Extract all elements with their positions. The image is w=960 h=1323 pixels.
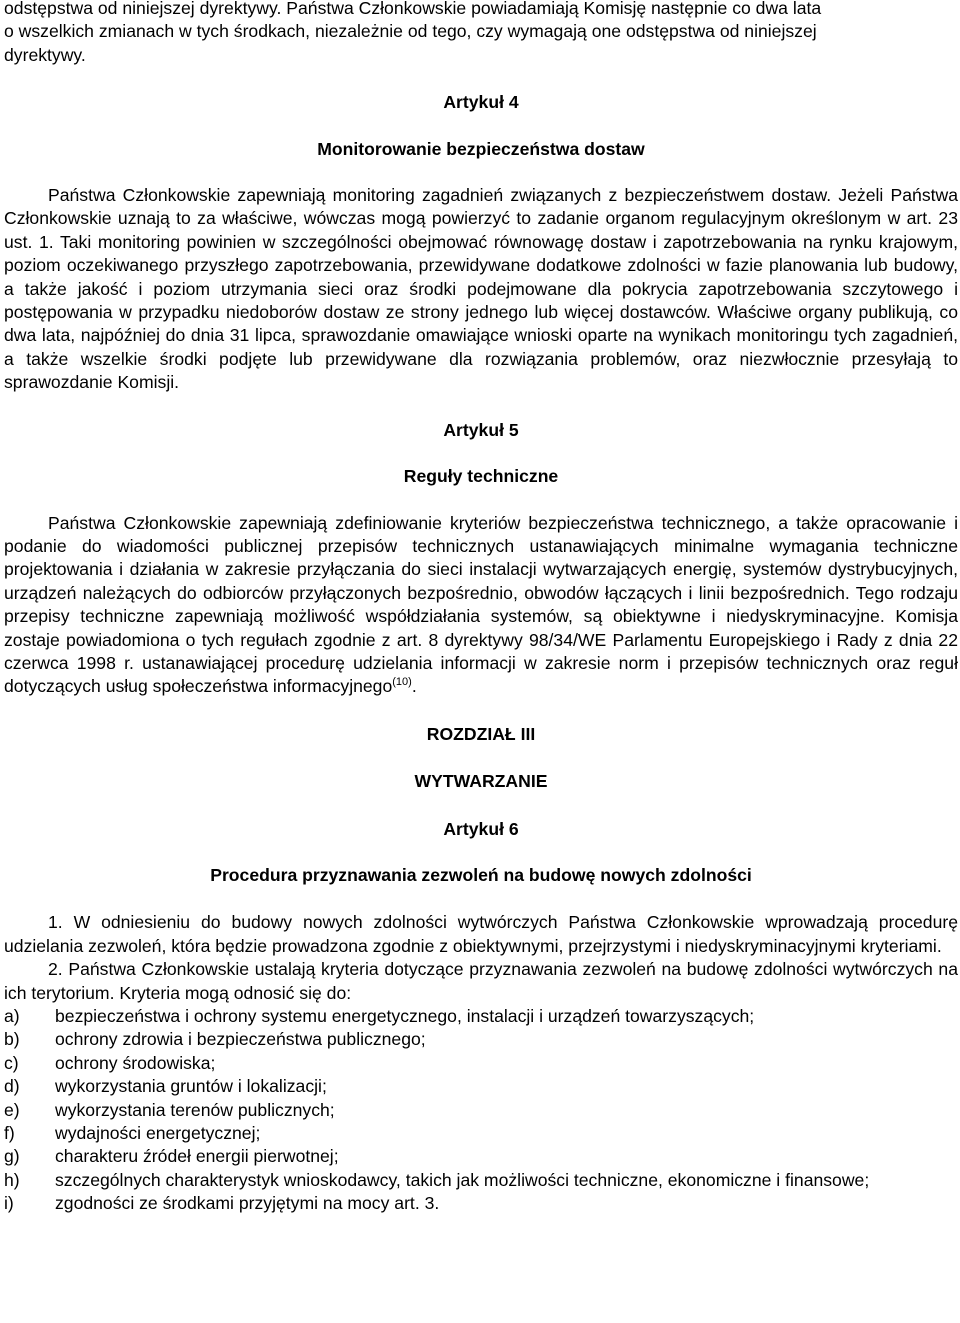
document-body	[4, 0, 958, 1216]
article-5-text: Państwa Członkowskie zapewniają zdefiniowanie kryteriów bezpieczeństwa technicznego, a także opracowanie i podanie do wiadomości publicznej przepisów technicznych ustanawiających minimalne wymagania techniczne projektowania i działania w zakresie przyłączania do sieci instalacji wytwarzających energię, systemów dystrybucyjnych, urządzeń należących do odbiorców przyłączonych bezpośrednio, obwodów łączących i linii bezpośrednich. Tego rodzaju przepisy techniczne zapewniają możliwość współdziałania systemów, są obiektywne i niedyskryminacyjne. Komisja zostaje powiadomiona o tych regułach zgodnie z art. 8 dyrektywy 98/34/WE Parlamentu Europejskiego i Rady z dnia 22 czerwca 1998 r. ustanawiającej procedurę udzielania informacji w zakresie norm i przepisów technicznych oraz reguł dotyczących usług społeczeństwa informacyjnego	[4, 512, 958, 697]
article-4-paragraph: Państwa Członkowskie zapewniają monitoring zagadnień związanych z bezpieczeństwem dostaw. Jeżeli Państwa Członkowskie uznają to za właściwe, wówczas mogą powierzyć to zadanie organom regulacyjnym określonym w art. 23 ust. 1. Taki monitoring powinien w szczególności obejmować równowagę dostaw i zapotrzebowania na rynku krajowym, poziom oczekiwanego przyszłego zapotrzebowania, przewidywane dodatkowe zdolności w fazie planowania lub budowy, a także jakość i poziom utrzymania sieci oraz środki podejmowane dla pokrycia zapotrzebowania szczytowego i postępowania w przypadku niedoborów dostaw ze strony jednego lub więcej dostawców. Właściwe organy publikują, co dwa lata, najpóźniej do dnia 31 lipca, sprawozdanie omawiające wnioski oparte na wynikach monitoringu tych zagadnień, a także wszelkie środki podjęte lub przewidywane dla rozwiązania problemów, oraz niezwłocznie przesyłają to sprawozdanie Komisji.	[4, 185, 958, 393]
chapter-number: ROZDZIAŁ III	[426, 723, 536, 744]
list-item	[4, 1099, 958, 1122]
list-item-text: charakteru źródeł energii pierwotnej;	[55, 1146, 339, 1167]
footnote-reference: (10)	[392, 676, 412, 689]
article-6-paragraph-2: 2. Państwa Członkowskie ustalają kryteria dotyczące przyznawania zezwoleń na budowę zdolności wytwórczych na ich terytorium. Kryteria mogą odnosić się do:	[4, 959, 958, 1003]
intro-line: odstępstwa od niniejszej dyrektywy. Państwa Członkowskie powiadamiają Komisję następnie co dwa lata	[4, 0, 822, 18]
intro-line: o wszelkich zmianach w tych środkach, niezależnie od tego, czy wymagają one odstępstwa od niniejszej	[4, 21, 817, 42]
list-item	[4, 1169, 958, 1192]
list-marker: f)	[4, 1123, 15, 1144]
article-5-paragraph	[4, 512, 958, 699]
criteria-list	[4, 1005, 958, 1216]
list-marker: h)	[4, 1169, 20, 1190]
list-marker: c)	[4, 1052, 19, 1073]
article-5-title: Reguły techniczne	[403, 466, 559, 487]
intro-paragraph	[4, 0, 958, 67]
list-item-text: ochrony zdrowia i bezpieczeństwa publicznego;	[55, 1029, 426, 1050]
list-marker: e)	[4, 1099, 20, 1120]
list-item-text: ochrony środowiska;	[55, 1052, 216, 1073]
intro-line: dyrektywy.	[4, 44, 86, 65]
list-marker: b)	[4, 1029, 20, 1050]
list-marker: g)	[4, 1146, 20, 1167]
chapter-title: WYTWARZANIE	[414, 771, 548, 792]
list-item-text: bezpieczeństwa i ochrony systemu energetycznego, instalacji i urządzeń towarzyszących;	[55, 1006, 755, 1026]
list-item	[4, 1028, 958, 1051]
list-item	[4, 1075, 958, 1098]
list-item	[4, 1052, 958, 1075]
list-item	[4, 1122, 958, 1145]
list-item-text: wykorzystania gruntów i lokalizacji;	[55, 1076, 327, 1097]
article-6-title: Procedura przyznawania zezwoleń na budowę nowych zdolności	[210, 864, 752, 885]
list-item-text: wykorzystania terenów publicznych;	[55, 1099, 335, 1120]
list-marker: i)	[4, 1193, 14, 1214]
list-item-text: wydajności energetycznej;	[55, 1123, 261, 1144]
article-4-title: Monitorowanie bezpieczeństwa dostaw	[317, 138, 645, 159]
list-item	[4, 1192, 958, 1215]
list-marker: a)	[4, 1006, 20, 1026]
article-5-heading: Artykuł 5	[443, 419, 519, 440]
list-marker: d)	[4, 1076, 20, 1097]
list-item	[4, 1145, 958, 1168]
article-6-heading: Artykuł 6	[443, 818, 519, 839]
article-6-paragraph-1: 1. W odniesieniu do budowy nowych zdolności wytwórczych Państwa Członkowskie wprowadzają procedurę udzielania zezwoleń, która będzie prowadzona zgodnie z obiektywnymi, przejrzystymi i niedyskryminacyjnymi kryteriami.	[4, 912, 958, 956]
article-5-end: .	[411, 676, 417, 697]
list-item	[4, 1005, 958, 1028]
article-4-heading: Artykuł 4	[443, 92, 519, 113]
list-item-text: zgodności ze środkami przyjętymi na mocy art. 3.	[55, 1193, 440, 1214]
list-item-text: szczególnych charakterystyk wnioskodawcy, takich jak możliwości techniczne, ekonomiczne i finansowe;	[55, 1169, 870, 1190]
